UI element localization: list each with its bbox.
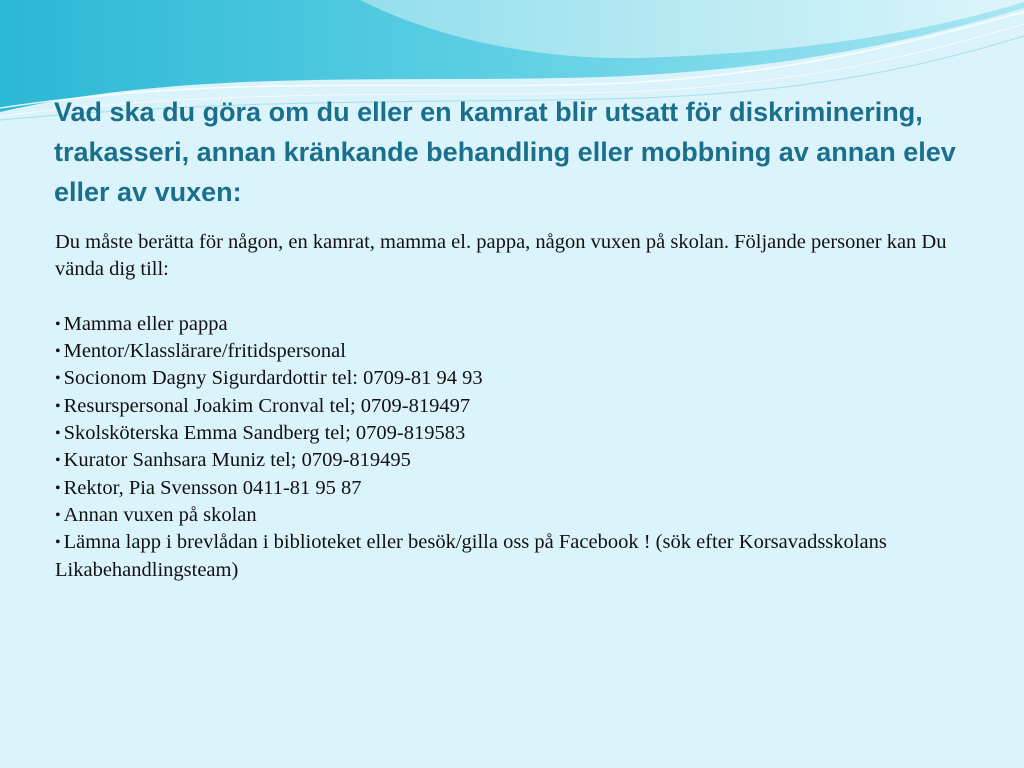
list-item: • Skolsköterska Emma Sandberg tel; 0709-819583 (55, 420, 985, 447)
slide-body (55, 229, 985, 584)
bullet-icon: • (55, 534, 61, 552)
bullet-icon: • (55, 506, 61, 524)
bullet-icon: • (55, 425, 61, 443)
list-item: • Socionom Dagny Sigurdardottir tel: 0709-81 94 93 (55, 365, 985, 392)
slide-title: Vad ska du göra om du eller en kamrat blir utsatt för diskriminering, trakasseri, annan kränkande behandling eller mobbning av annan elev eller av vuxen: (54, 97, 956, 207)
intro-text: Du måste berätta för någon, en kamrat, mamma el. pappa, någon vuxen på skolan. Följande personer kan Du vända dig till: (55, 231, 947, 281)
list-item: • Resurspersonal Joakim Cronval tel; 0709-819497 (55, 393, 985, 420)
bullet-icon: • (55, 370, 61, 388)
list-item: • Lämna lapp i brevlådan i biblioteket eller besök/gilla oss på Facebook ! (sök efter Korsavadsskolans Likabehandlingsteam) (55, 531, 887, 581)
list-item: • Annan vuxen på skolan (55, 502, 985, 529)
bullet-icon: • (55, 343, 61, 361)
paragraph-spacer (55, 284, 985, 311)
contact-list (55, 311, 985, 584)
bullet-icon: • (55, 452, 61, 470)
list-item: • Rektor, Pia Svensson 0411-81 95 87 (55, 475, 985, 502)
list-item: • Mentor/Klasslärare/fritidspersonal (55, 338, 985, 365)
bullet-icon: • (55, 479, 61, 497)
list-item: • Kurator Sanhsara Muniz tel; 0709-819495 (55, 447, 985, 474)
list-item: • Mamma eller pappa (55, 311, 985, 338)
bullet-icon: • (55, 397, 61, 415)
bullet-icon: • (55, 315, 61, 333)
